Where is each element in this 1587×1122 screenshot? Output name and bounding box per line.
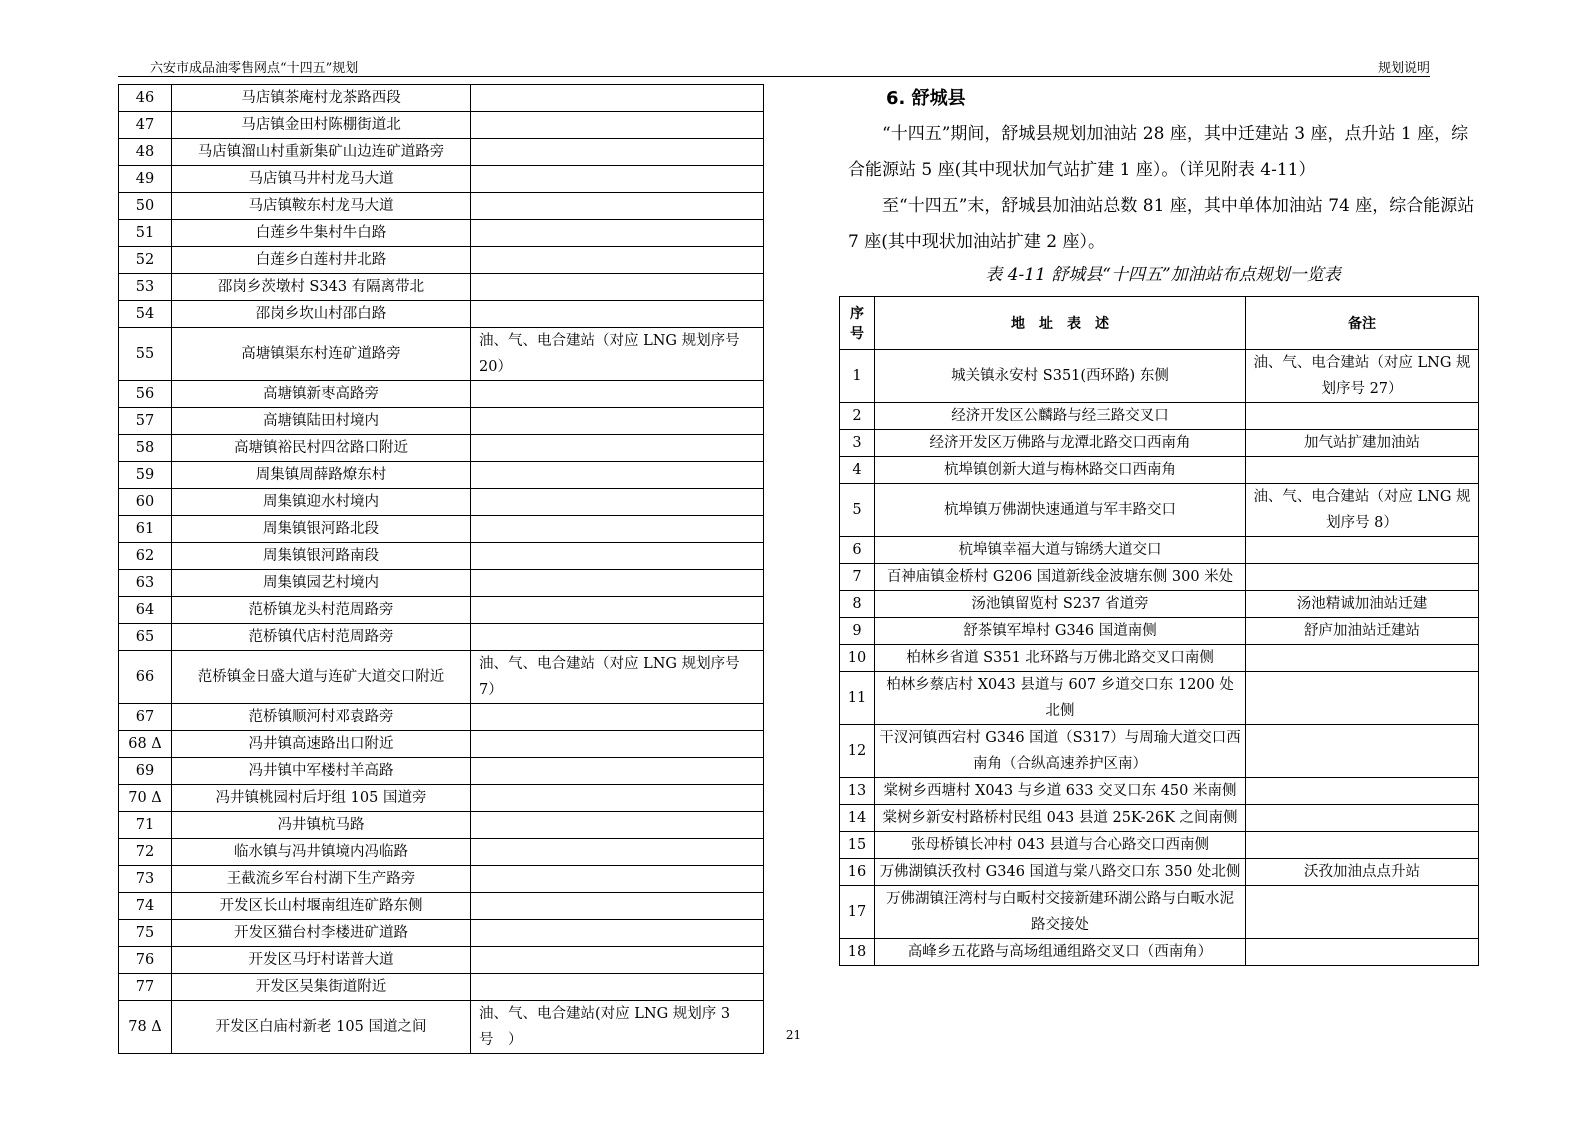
row-address: 万佛湖镇沃孜村 G346 国道与棠八路交口东 350 处北侧 xyxy=(875,859,1246,886)
intro-paragraph-2: 至“十四五”末，舒城县加油站总数 81 座，其中单体加油站 74 座，综合能源站 7 座(其中现状加油站扩建 2 座）。 xyxy=(848,196,1475,252)
row-number: 9 xyxy=(840,618,875,645)
row-note: 油、气、电合建站（对应 LNG 规划序号 20） xyxy=(471,328,764,381)
row-address: 棠树乡西塘村 X043 与乡道 633 交叉口东 450 米南侧 xyxy=(875,778,1246,805)
row-note xyxy=(471,839,764,866)
row-address: 邵岗乡坎山村邵白路 xyxy=(172,301,471,328)
row-note xyxy=(471,408,764,435)
row-address: 汤池镇留览村 S237 省道旁 xyxy=(875,591,1246,618)
table-row xyxy=(119,516,764,543)
page-header xyxy=(118,56,1430,77)
row-number: 60 xyxy=(119,489,172,516)
table-row xyxy=(119,651,764,704)
row-number: 12 xyxy=(840,725,875,778)
row-address: 柏林乡省道 S351 北环路与万佛北路交叉口南侧 xyxy=(875,645,1246,672)
header-address: 地 址 表 述 xyxy=(875,297,1246,350)
row-note xyxy=(1246,672,1479,725)
row-address: 柏林乡蔡店村 X043 县道与 607 乡道交口东 1200 处北侧 xyxy=(875,672,1246,725)
row-note xyxy=(471,516,764,543)
row-note xyxy=(1246,645,1479,672)
row-address: 马店镇溜山村重新集矿山边连矿道路旁 xyxy=(172,139,471,166)
table-row xyxy=(840,618,1479,645)
table-row xyxy=(840,672,1479,725)
table-row xyxy=(119,85,764,112)
header-no: 序号 xyxy=(840,297,875,350)
row-note: 加气站扩建加油站 xyxy=(1246,430,1479,457)
row-address: 范桥镇龙头村范周路旁 xyxy=(172,597,471,624)
row-address: 周集镇银河路南段 xyxy=(172,543,471,570)
row-number: 47 xyxy=(119,112,172,139)
table-row xyxy=(119,893,764,920)
section-title: 6. 舒城县 xyxy=(886,88,966,109)
row-note xyxy=(471,597,764,624)
page-number: 21 xyxy=(785,1028,802,1042)
row-address: 范桥镇代店村范周路旁 xyxy=(172,624,471,651)
row-number: 54 xyxy=(119,301,172,328)
row-address: 马店镇马井村龙马大道 xyxy=(172,166,471,193)
table-row xyxy=(119,247,764,274)
row-number: 46 xyxy=(119,85,172,112)
table-row xyxy=(840,564,1479,591)
row-note xyxy=(1246,805,1479,832)
row-number: 71 xyxy=(119,812,172,839)
row-number: 56 xyxy=(119,381,172,408)
row-note: 油、气、电合建站（对应 LNG 规划序号 8） xyxy=(1246,484,1479,537)
row-address: 百神庙镇金桥村 G206 国道新线金波塘东侧 300 米处 xyxy=(875,564,1246,591)
table-row xyxy=(840,832,1479,859)
row-note xyxy=(471,920,764,947)
row-address: 范桥镇顺河村邓袁路旁 xyxy=(172,704,471,731)
table-row xyxy=(119,974,764,1001)
shucheng-station-table xyxy=(839,296,1479,966)
row-note xyxy=(471,812,764,839)
row-address: 杭埠镇幸福大道与锦绣大道交口 xyxy=(875,537,1246,564)
table-row xyxy=(119,139,764,166)
row-address: 冯井镇桃园村后圩组 105 国道旁 xyxy=(172,785,471,812)
row-note xyxy=(1246,537,1479,564)
row-note: 汤池精诚加油站迁建 xyxy=(1246,591,1479,618)
row-number: 77 xyxy=(119,974,172,1001)
row-number: 48 xyxy=(119,139,172,166)
table-row xyxy=(119,839,764,866)
row-number: 52 xyxy=(119,247,172,274)
row-number: 5 xyxy=(840,484,875,537)
row-number: 66 xyxy=(119,651,172,704)
row-number: 62 xyxy=(119,543,172,570)
row-number: 6 xyxy=(840,537,875,564)
row-address: 开发区白庙村新老 105 国道之间 xyxy=(172,1001,471,1054)
table-row xyxy=(119,785,764,812)
row-note xyxy=(471,274,764,301)
table-row xyxy=(840,939,1479,966)
row-note xyxy=(471,139,764,166)
row-note xyxy=(471,758,764,785)
row-address: 张母桥镇长冲村 043 县道与合心路交口西南侧 xyxy=(875,832,1246,859)
row-address: 白莲乡白莲村井北路 xyxy=(172,247,471,274)
table-header-row xyxy=(840,297,1479,350)
table-row xyxy=(840,859,1479,886)
table-row xyxy=(840,350,1479,403)
row-note xyxy=(471,866,764,893)
row-address: 经济开发区万佛路与龙潭北路交口西南角 xyxy=(875,430,1246,457)
row-note xyxy=(1246,564,1479,591)
row-number: 72 xyxy=(119,839,172,866)
row-note xyxy=(471,731,764,758)
row-address: 杭埠镇创新大道与梅林路交口西南角 xyxy=(875,457,1246,484)
row-address: 城关镇永安村 S351(西环路) 东侧 xyxy=(875,350,1246,403)
row-note xyxy=(471,624,764,651)
table-row xyxy=(119,812,764,839)
table-row xyxy=(119,220,764,247)
row-address: 冯井镇高速路出口附近 xyxy=(172,731,471,758)
row-number: 74 xyxy=(119,893,172,920)
table-row xyxy=(119,408,764,435)
row-number: 4 xyxy=(840,457,875,484)
row-note xyxy=(471,166,764,193)
row-number: 10 xyxy=(840,645,875,672)
row-address: 周集镇银河路北段 xyxy=(172,516,471,543)
table-row xyxy=(840,430,1479,457)
table-row xyxy=(119,704,764,731)
row-number: 13 xyxy=(840,778,875,805)
row-number: 69 xyxy=(119,758,172,785)
table-row xyxy=(119,731,764,758)
row-address: 马店镇茶庵村龙茶路西段 xyxy=(172,85,471,112)
table-row xyxy=(840,645,1479,672)
row-note xyxy=(471,893,764,920)
row-number: 18 xyxy=(840,939,875,966)
row-number: 7 xyxy=(840,564,875,591)
row-address: 周集镇园艺村境内 xyxy=(172,570,471,597)
row-address: 高塘镇渠东村连矿道路旁 xyxy=(172,328,471,381)
row-note: 油、气、电合建站（对应 LNG 规划序号 27） xyxy=(1246,350,1479,403)
table-row xyxy=(119,301,764,328)
row-note xyxy=(471,704,764,731)
row-note xyxy=(1246,832,1479,859)
table-row xyxy=(840,403,1479,430)
row-note xyxy=(471,193,764,220)
table-caption: 表 4-11 舒城县“十四五”加油站布点规划一览表 xyxy=(985,265,1341,285)
row-number: 78 Δ xyxy=(119,1001,172,1054)
intro-paragraph-1: “十四五”期间，舒城县规划加油站 28 座，其中迁建站 3 座，点升站 1 座，综合能源站 5 座(其中现状加气站扩建 1 座）。（详见附表 4-11） xyxy=(848,124,1469,180)
row-note xyxy=(471,570,764,597)
header-note: 备注 xyxy=(1246,297,1479,350)
row-note: 油、气、电合建站（对应 LNG 规划序号 7） xyxy=(471,651,764,704)
table-row xyxy=(840,484,1479,537)
row-number: 53 xyxy=(119,274,172,301)
header-title: 六安市成品油零售网点“十四五”规划 xyxy=(150,61,359,76)
row-note xyxy=(1246,939,1479,966)
row-note xyxy=(1246,778,1479,805)
table-row xyxy=(119,597,764,624)
row-note xyxy=(471,435,764,462)
table-row xyxy=(119,758,764,785)
table-row xyxy=(119,920,764,947)
row-number: 76 xyxy=(119,947,172,974)
row-number: 3 xyxy=(840,430,875,457)
row-address: 马店镇金田村陈棚街道北 xyxy=(172,112,471,139)
row-note xyxy=(471,489,764,516)
row-note: 舒庐加油站迁建站 xyxy=(1246,618,1479,645)
table-row xyxy=(119,570,764,597)
row-note xyxy=(471,785,764,812)
table-row xyxy=(840,537,1479,564)
row-address: 王截流乡军台村湖下生产路旁 xyxy=(172,866,471,893)
row-note xyxy=(471,85,764,112)
row-number: 59 xyxy=(119,462,172,489)
row-note xyxy=(471,381,764,408)
header-section: 规划说明 xyxy=(1377,61,1430,76)
row-note xyxy=(1246,886,1479,939)
row-address: 开发区长山村堰南组连矿路东侧 xyxy=(172,893,471,920)
row-address: 周集镇迎水村境内 xyxy=(172,489,471,516)
row-address: 开发区吴集街道附近 xyxy=(172,974,471,1001)
row-address: 高峰乡五花路与高场组通组路交叉口（西南角） xyxy=(875,939,1246,966)
row-address: 邵岗乡茨墩村 S343 有隔离带北 xyxy=(172,274,471,301)
table-row xyxy=(119,274,764,301)
row-number: 51 xyxy=(119,220,172,247)
row-note xyxy=(471,543,764,570)
row-number: 1 xyxy=(840,350,875,403)
table-row xyxy=(119,193,764,220)
row-number: 17 xyxy=(840,886,875,939)
table-row xyxy=(119,462,764,489)
row-number: 11 xyxy=(840,672,875,725)
table-row xyxy=(119,543,764,570)
row-note xyxy=(471,301,764,328)
row-number: 68 Δ xyxy=(119,731,172,758)
row-address: 高塘镇新枣高路旁 xyxy=(172,381,471,408)
row-number: 57 xyxy=(119,408,172,435)
table-row xyxy=(119,166,764,193)
row-address: 杭埠镇万佛湖快速通道与军丰路交口 xyxy=(875,484,1246,537)
row-address: 临水镇与冯井镇境内冯临路 xyxy=(172,839,471,866)
row-address: 高塘镇陆田村境内 xyxy=(172,408,471,435)
left-station-table xyxy=(118,84,764,1054)
row-address: 经济开发区公麟路与经三路交叉口 xyxy=(875,403,1246,430)
row-number: 63 xyxy=(119,570,172,597)
table-row xyxy=(840,591,1479,618)
row-number: 70 Δ xyxy=(119,785,172,812)
row-note xyxy=(471,974,764,1001)
row-address: 冯井镇杭马路 xyxy=(172,812,471,839)
table-row xyxy=(119,112,764,139)
table-row xyxy=(119,328,764,381)
row-address: 干汊河镇西宕村 G346 国道（S317）与周瑜大道交口西南角（合纵高速养护区南） xyxy=(875,725,1246,778)
row-number: 64 xyxy=(119,597,172,624)
table-row xyxy=(119,624,764,651)
row-number: 58 xyxy=(119,435,172,462)
row-address: 开发区马圩村诺普大道 xyxy=(172,947,471,974)
row-note: 油、气、电合建站(对应 LNG 规划序 3 号 ） xyxy=(471,1001,764,1054)
row-number: 14 xyxy=(840,805,875,832)
row-note xyxy=(471,947,764,974)
table-row xyxy=(840,886,1479,939)
row-note: 沃孜加油点点升站 xyxy=(1246,859,1479,886)
table-row xyxy=(119,435,764,462)
row-number: 65 xyxy=(119,624,172,651)
row-address: 冯井镇中军楼村羊高路 xyxy=(172,758,471,785)
row-note xyxy=(471,247,764,274)
row-address: 万佛湖镇汪湾村与白畈村交接新建环湖公路与白畈水泥路交接处 xyxy=(875,886,1246,939)
row-number: 75 xyxy=(119,920,172,947)
table-row xyxy=(119,947,764,974)
table-row xyxy=(840,805,1479,832)
row-address: 高塘镇裕民村四岔路口附近 xyxy=(172,435,471,462)
row-address: 舒茶镇军埠村 G346 国道南侧 xyxy=(875,618,1246,645)
row-note xyxy=(1246,457,1479,484)
row-number: 55 xyxy=(119,328,172,381)
row-note xyxy=(471,220,764,247)
row-number: 2 xyxy=(840,403,875,430)
table-row xyxy=(840,778,1479,805)
row-address: 马店镇鞍东村龙马大道 xyxy=(172,193,471,220)
row-address: 白莲乡牛集村牛白路 xyxy=(172,220,471,247)
table-row xyxy=(119,489,764,516)
table-row xyxy=(840,725,1479,778)
table-row xyxy=(119,866,764,893)
row-note xyxy=(1246,403,1479,430)
row-number: 15 xyxy=(840,832,875,859)
row-number: 8 xyxy=(840,591,875,618)
row-number: 61 xyxy=(119,516,172,543)
table-row xyxy=(119,381,764,408)
row-address: 棠树乡新安村路桥村民组 043 县道 25K-26K 之间南侧 xyxy=(875,805,1246,832)
row-number: 67 xyxy=(119,704,172,731)
row-note xyxy=(471,112,764,139)
row-number: 49 xyxy=(119,166,172,193)
row-number: 73 xyxy=(119,866,172,893)
row-number: 50 xyxy=(119,193,172,220)
row-note xyxy=(1246,725,1479,778)
table-row xyxy=(119,1001,764,1054)
row-number: 16 xyxy=(840,859,875,886)
row-note xyxy=(471,462,764,489)
row-address: 开发区猫台村李楼进矿道路 xyxy=(172,920,471,947)
row-address: 周集镇周薛路燎东村 xyxy=(172,462,471,489)
row-address: 范桥镇金日盛大道与连矿大道交口附近 xyxy=(172,651,471,704)
table-row xyxy=(840,457,1479,484)
